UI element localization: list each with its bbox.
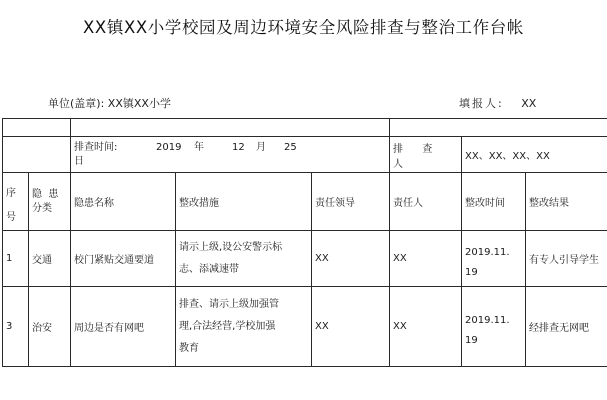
date-year-char: 年 bbox=[194, 141, 204, 153]
date-year: 2019 bbox=[156, 141, 182, 153]
inspector-label: 排 查 人 bbox=[393, 143, 441, 170]
row-deadline: 2019.11. 19 bbox=[462, 231, 526, 287]
row-measures: 请示上级,设公安警示标 志、添减速带 bbox=[176, 231, 312, 287]
blank-cell bbox=[3, 137, 71, 173]
header-leader: 责任领导 bbox=[312, 173, 390, 231]
header-hazard-name: 隐患名称 bbox=[71, 173, 176, 231]
row-measures: 排查、请示上级加强管 理,合法经营,学校加强 教育 bbox=[176, 287, 312, 367]
document-title: XX镇XX小学校园及周边环境安全风险排查与整治工作台帐 bbox=[83, 18, 524, 37]
inspection-info-row bbox=[3, 137, 607, 173]
header-category: 隐 患 分类 bbox=[29, 173, 71, 231]
row-person: XX bbox=[390, 231, 462, 287]
row-leader: XX bbox=[312, 231, 390, 287]
inspector-value-cell bbox=[462, 137, 607, 173]
table-row bbox=[3, 287, 607, 367]
date-month: 12 bbox=[232, 141, 245, 153]
unit-field bbox=[48, 95, 171, 111]
header-deadline: 整改时间 bbox=[462, 173, 526, 231]
inspector-names: XX、XX、XX、XX bbox=[465, 151, 550, 162]
unit-value: XX镇XX小学 bbox=[107, 97, 171, 110]
row-hazard-name: 校门紧贴交通要道 bbox=[71, 231, 176, 287]
header-result: 整改结果 bbox=[526, 173, 607, 231]
header-measures: 整改措施 bbox=[176, 173, 312, 231]
row-category: 交通 bbox=[29, 231, 71, 287]
spacer-cell bbox=[390, 119, 607, 137]
ledger-table bbox=[2, 118, 607, 367]
date-month-char: 月 bbox=[256, 141, 266, 153]
column-header-row bbox=[3, 173, 607, 231]
filler-value: XX bbox=[521, 97, 537, 110]
row-hazard-name: 周边是否有网吧 bbox=[71, 287, 176, 367]
row-deadline: 2019.11. 19 bbox=[462, 287, 526, 367]
date-label: 排查时间: bbox=[74, 141, 118, 153]
filler-label: 填报人: bbox=[459, 97, 504, 110]
spacer-cell bbox=[71, 119, 390, 137]
row-seq: 1 bbox=[3, 231, 29, 287]
inspector-label-cell bbox=[390, 137, 462, 173]
date-day-char: 日 bbox=[74, 155, 84, 167]
row-result: 经排查无网吧 bbox=[526, 287, 607, 367]
spacer-row bbox=[3, 119, 607, 137]
header-person: 责任人 bbox=[390, 173, 462, 231]
row-category: 治安 bbox=[29, 287, 71, 367]
spacer-cell bbox=[3, 119, 71, 137]
date-day: 25 bbox=[284, 141, 297, 153]
header-seq: 序 号 bbox=[3, 173, 29, 231]
unit-label: 单位(盖章): bbox=[48, 97, 105, 110]
row-seq: 3 bbox=[3, 287, 29, 367]
filler-field bbox=[459, 95, 536, 111]
row-person: XX bbox=[390, 287, 462, 367]
row-result: 有专人引导学生 bbox=[526, 231, 607, 287]
inspection-date-cell bbox=[71, 137, 390, 173]
table-row bbox=[3, 231, 607, 287]
row-leader: XX bbox=[312, 287, 390, 367]
